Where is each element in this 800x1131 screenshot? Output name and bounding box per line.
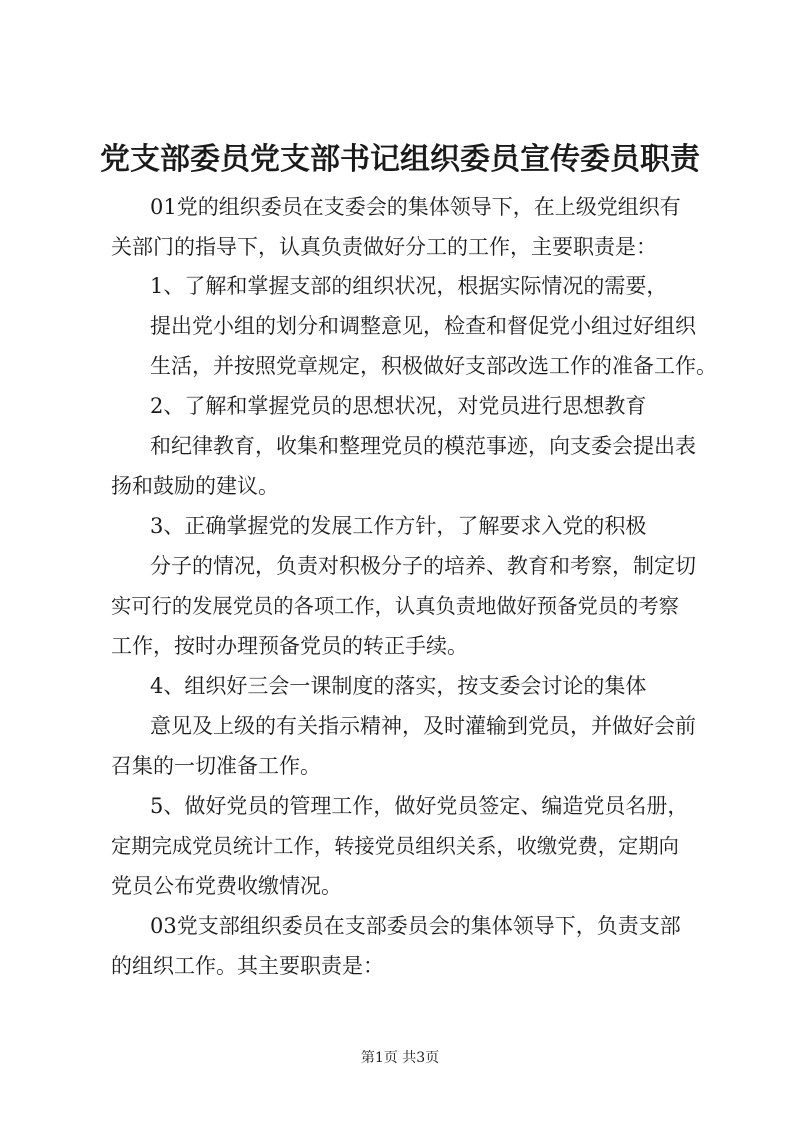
paragraph-line: 实可行的发展党员的各项工作，认真负责地做好预备党员的考察	[111, 594, 679, 618]
paragraph-line: 4、组织好三会一课制度的落实，按支委会讨论的集体	[150, 674, 647, 698]
document-title: 党支部委员党支部书记组织委员宣传委员职责	[100, 142, 700, 177]
paragraph-line: 定期完成党员统计工作，转接党员组织关系，收缴党费，定期向	[111, 834, 679, 858]
paragraph-line: 3、正确掌握党的发展工作方针，了解要求入党的积极	[150, 514, 647, 538]
paragraph-line: 1、了解和掌握支部的组织状况，根据实际情况的需要，	[150, 274, 668, 298]
paragraph-line: 03党支部组织委员在支部委员会的集体领导下，负责支部	[150, 914, 681, 938]
paragraph-line: 工作，按时办理预备党员的转正手续。	[111, 634, 468, 658]
paragraph-line: 分子的情况，负责对积极分子的培养、教育和考察，制定切	[150, 554, 696, 578]
paragraph-line: 关部门的指导下，认真负责做好分工的工作，主要职责是：	[111, 235, 657, 259]
paragraph-line: 召集的一切准备工作。	[111, 754, 321, 778]
paragraph-line: 5、做好党员的管理工作，做好党员签定、编造党员名册，	[150, 794, 689, 818]
paragraph-line: 意见及上级的有关指示精神，及时灌输到党员，并做好会前	[150, 714, 696, 738]
paragraph-line: 提出党小组的划分和调整意见，检查和督促党小组过好组织	[150, 314, 696, 338]
paragraph-line: 和纪律教育，收集和整理党员的模范事迹，向支委会提出表	[150, 434, 696, 458]
paragraph-line: 2、了解和掌握党员的思想状况，对党员进行思想教育	[150, 394, 647, 418]
paragraph-line: 扬和鼓励的建议。	[111, 474, 279, 498]
paragraph-line: 的组织工作。其主要职责是：	[111, 954, 384, 978]
paragraph-line: 党员公布党费收缴情况。	[111, 874, 342, 898]
page-footer: 第1页 共3页	[360, 1050, 440, 1066]
paragraph-line: 01党的组织委员在支委会的集体领导下，在上级党组织有	[150, 195, 681, 219]
paragraph-line: 生活，并按照党章规定，积极做好支部改选工作的准备工作。	[150, 354, 717, 378]
